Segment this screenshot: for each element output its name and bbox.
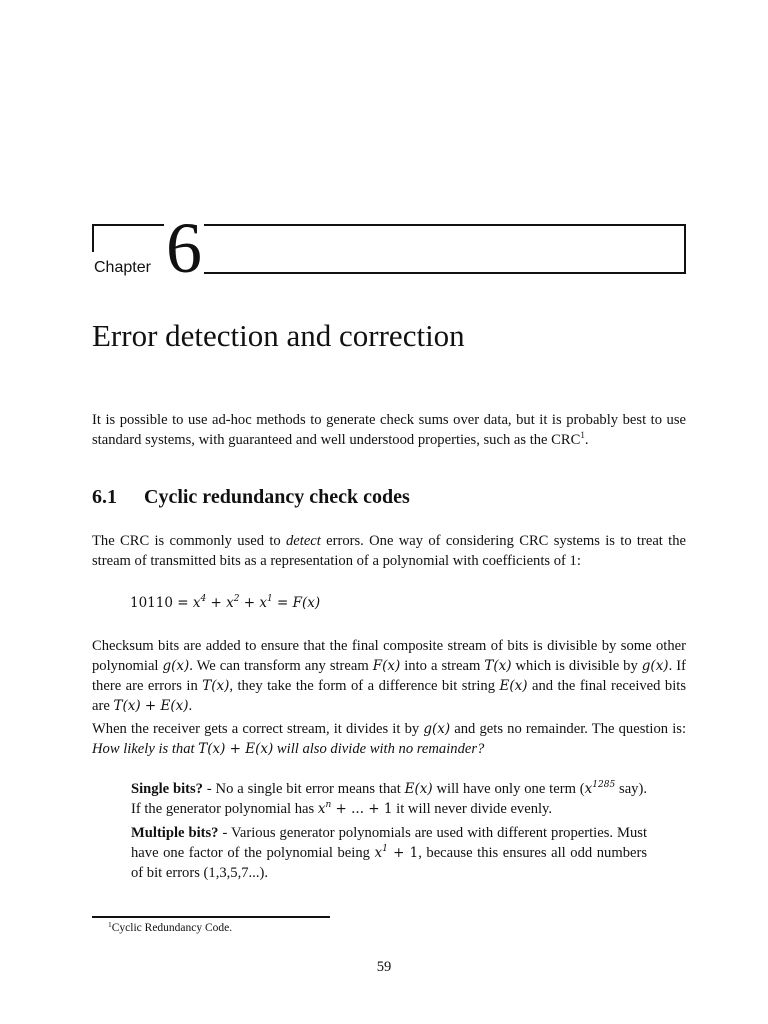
- chapter-label: Chapter: [94, 259, 151, 276]
- chapter-number: 6: [166, 208, 202, 288]
- term-multiple-bits: Multiple bits?: [131, 825, 219, 841]
- crc-intro-paragraph: The CRC is commonly used to detect errors. One way of considering CRC systems is to treat the stream of transmitted bits as a representation of a polynomial with coefficients of 1:: [92, 533, 686, 569]
- polynomial-equation: $10110 = x^4 + x^2 + x^1 = F(x)$: [130, 594, 321, 611]
- intro-paragraph: It is possible to use ad-hoc methods to generate check sums over data, but it is probably best to use standard systems, with guaranteed and well understood properties, such as the CRC$^1$.: [92, 412, 686, 448]
- section-title: Cyclic redundancy check codes: [144, 486, 410, 508]
- checksum-paragraph: Checksum bits are added to ensure that the final composite stream of bits is divisible by some other polynomial g(x). We can transform any stream F(x) into a stream T(x) which is divisible by g(x). If there are errors in T(x), they take the form of a difference bit string E(x) and the final received bits are T(x) + E(x).: [92, 638, 686, 714]
- footnote: [108, 920, 232, 936]
- chapter-heading-box: [92, 208, 686, 288]
- section-number: 6.1: [92, 486, 117, 508]
- footnote-rule: [92, 916, 330, 918]
- list-item-single-bits: Single bits? - No a single bit error means that E(x) will have only one term ($x^{1285}$ say). If the generator polynomial has $x^n$ + ... + 1 it will never divide evenly.: [131, 780, 647, 817]
- chapter-frame-top-left: [92, 224, 164, 226]
- section-heading: [92, 484, 410, 510]
- footnote-mark: 1: [108, 920, 112, 929]
- term-single-bits: Single bits?: [131, 781, 203, 797]
- emphasis-detect: detect: [285, 533, 321, 549]
- receiver-paragraph: When the receiver gets a correct stream, it divides it by g(x) and gets no remainder. The question is: How likely is that T(x) + E(x) will also divide with no remainder?: [92, 721, 687, 757]
- footnote-ref[interactable]: 1: [580, 430, 585, 440]
- chapter-frame-right: [684, 224, 686, 274]
- chapter-frame-left: [92, 224, 94, 252]
- list-item-multiple-bits: Multiple bits? - Various generator polynomials are used with different properties. Must have one factor of the polynomial being $x^1 + 1$, because this ensures all odd numbers of bit errors (1,3,5,7...).: [131, 825, 648, 881]
- footnote-text: Cyclic Redundancy Code.: [111, 922, 233, 934]
- chapter-title: Error detection and correction: [92, 318, 465, 353]
- page-number: 59: [376, 959, 392, 975]
- chapter-frame-top-right: [204, 224, 686, 226]
- chapter-frame-bottom: [204, 272, 686, 274]
